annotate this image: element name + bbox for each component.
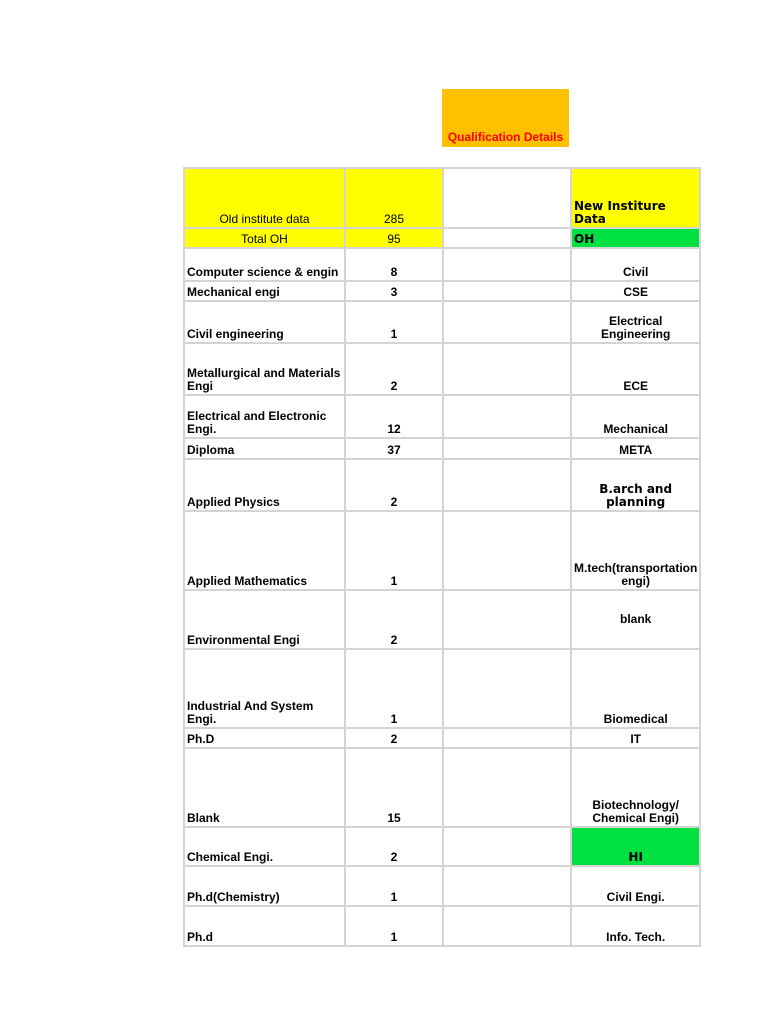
- table-row: [184, 748, 700, 827]
- table-row: [184, 906, 700, 946]
- empty-cell[interactable]: [443, 343, 571, 395]
- empty-cell[interactable]: [443, 395, 571, 438]
- row-value[interactable]: 2: [345, 590, 443, 649]
- empty-cell[interactable]: [443, 228, 571, 248]
- row-value[interactable]: 2: [345, 343, 443, 395]
- table-row: [184, 511, 700, 590]
- row-value[interactable]: 37: [345, 438, 443, 459]
- table-row: [184, 281, 700, 301]
- row-right[interactable]: blank: [571, 590, 700, 649]
- empty-cell[interactable]: [443, 168, 571, 228]
- row-name[interactable]: Electrical and Electronic Engi.: [184, 395, 345, 438]
- row-right[interactable]: Mechanical: [571, 395, 700, 438]
- row-right[interactable]: M.tech(transportation engi): [571, 511, 700, 590]
- table-row: [184, 728, 700, 748]
- row-name[interactable]: Civil engineering: [184, 301, 345, 343]
- qualification-title: Qualification Details: [447, 130, 564, 144]
- empty-cell[interactable]: [443, 281, 571, 301]
- row-value[interactable]: 2: [345, 728, 443, 748]
- row-name[interactable]: Blank: [184, 748, 345, 827]
- row-right[interactable]: META: [571, 438, 700, 459]
- empty-cell[interactable]: [443, 748, 571, 827]
- empty-cell[interactable]: [443, 649, 571, 728]
- total-oh-label[interactable]: Total OH: [184, 228, 345, 248]
- qualification-title-cell[interactable]: [442, 89, 569, 147]
- row-right[interactable]: IT: [571, 728, 700, 748]
- row-value[interactable]: 3: [345, 281, 443, 301]
- row-value[interactable]: 12: [345, 395, 443, 438]
- table-row: [184, 228, 700, 248]
- row-value[interactable]: 15: [345, 748, 443, 827]
- row-value[interactable]: 2: [345, 459, 443, 511]
- empty-cell[interactable]: [443, 906, 571, 946]
- row-name[interactable]: Computer science & engin: [184, 248, 345, 281]
- row-name[interactable]: Ph.d(Chemistry): [184, 866, 345, 906]
- row-value[interactable]: 1: [345, 301, 443, 343]
- row-right[interactable]: Electrical Engineering: [571, 301, 700, 343]
- old-institute-value[interactable]: 285: [345, 168, 443, 228]
- row-name[interactable]: Applied Mathematics: [184, 511, 345, 590]
- table-row: [184, 649, 700, 728]
- empty-cell[interactable]: [443, 438, 571, 459]
- row-name[interactable]: Chemical Engi.: [184, 827, 345, 866]
- oh-label[interactable]: OH: [571, 228, 700, 248]
- table-row: [184, 301, 700, 343]
- row-name[interactable]: Mechanical engi: [184, 281, 345, 301]
- empty-cell[interactable]: [443, 866, 571, 906]
- row-right[interactable]: CSE: [571, 281, 700, 301]
- table-row: [184, 168, 700, 228]
- table-row: [184, 248, 700, 281]
- table-row: [184, 395, 700, 438]
- row-value[interactable]: 1: [345, 511, 443, 590]
- row-right[interactable]: B.arch and planning: [571, 459, 700, 511]
- old-institute-label[interactable]: Old institute data: [184, 168, 345, 228]
- row-name[interactable]: Industrial And System Engi.: [184, 649, 345, 728]
- row-right[interactable]: HI: [571, 827, 700, 866]
- row-value[interactable]: 1: [345, 866, 443, 906]
- row-value[interactable]: 1: [345, 906, 443, 946]
- empty-cell[interactable]: [443, 301, 571, 343]
- row-name[interactable]: Environmental Engi: [184, 590, 345, 649]
- row-name[interactable]: Ph.D: [184, 728, 345, 748]
- row-value[interactable]: 1: [345, 649, 443, 728]
- empty-cell[interactable]: [443, 590, 571, 649]
- table-row: [184, 438, 700, 459]
- table-row: [184, 343, 700, 395]
- table-row: [184, 827, 700, 866]
- empty-cell[interactable]: [443, 511, 571, 590]
- row-name[interactable]: Applied Physics: [184, 459, 345, 511]
- row-right[interactable]: Civil Engi.: [571, 866, 700, 906]
- row-name[interactable]: Ph.d: [184, 906, 345, 946]
- empty-cell[interactable]: [443, 459, 571, 511]
- row-right[interactable]: Civil: [571, 248, 700, 281]
- row-right[interactable]: Biomedical: [571, 649, 700, 728]
- row-right[interactable]: Biotechnology/ Chemical Engi): [571, 748, 700, 827]
- total-oh-value[interactable]: 95: [345, 228, 443, 248]
- row-value[interactable]: 8: [345, 248, 443, 281]
- empty-cell[interactable]: [443, 248, 571, 281]
- row-right[interactable]: Info. Tech.: [571, 906, 700, 946]
- row-name[interactable]: Metallurgical and Materials Engi: [184, 343, 345, 395]
- row-name[interactable]: Diploma: [184, 438, 345, 459]
- row-right[interactable]: ECE: [571, 343, 700, 395]
- table-row: [184, 459, 700, 511]
- row-value[interactable]: 2: [345, 827, 443, 866]
- empty-cell[interactable]: [443, 827, 571, 866]
- table-row: [184, 590, 700, 649]
- qualification-table: [183, 167, 701, 947]
- empty-cell[interactable]: [443, 728, 571, 748]
- table-row: [184, 866, 700, 906]
- new-institute-label[interactable]: New Institure Data: [571, 168, 700, 228]
